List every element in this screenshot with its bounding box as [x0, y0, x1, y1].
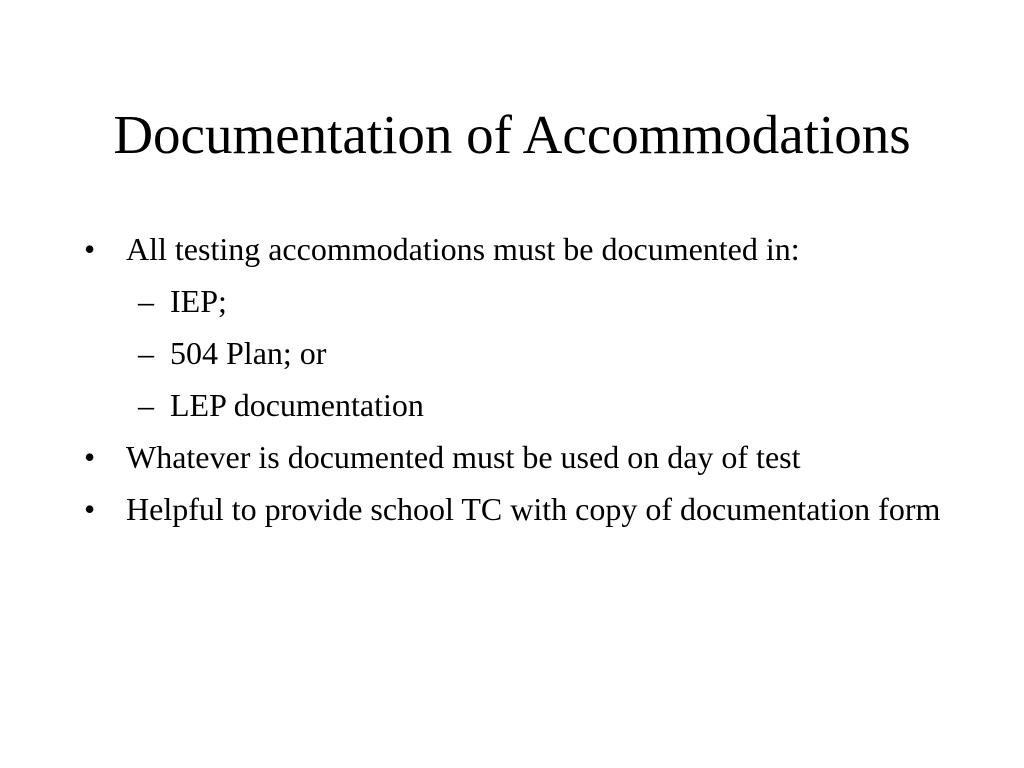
sub-bullet-text: 504 Plan; or [170, 335, 327, 371]
bullet-text: All testing accommodations must be documented in: [126, 231, 800, 267]
dash-marker: – [138, 387, 154, 423]
bullet-item [82, 436, 942, 479]
bullet-text: Whatever is documented must be used on day of test [126, 439, 801, 475]
bullet-item [82, 228, 942, 271]
dash-marker: – [138, 335, 154, 371]
bullet-item [82, 488, 942, 531]
sub-bullet-item [82, 280, 942, 323]
bullet-list [82, 228, 942, 531]
sub-bullet-text: LEP documentation [170, 387, 424, 423]
sub-bullet-text: IEP; [170, 283, 227, 319]
bullet-marker: • [84, 439, 96, 475]
bullet-text: Helpful to provide school TC with copy of documentation form [126, 491, 941, 527]
sub-bullet-item [82, 384, 942, 427]
slide-title: Documentation of Accommodations [113, 104, 911, 165]
bullet-marker: • [84, 231, 96, 267]
bullet-marker: • [84, 491, 96, 527]
sub-bullet-item [82, 332, 942, 375]
dash-marker: – [138, 283, 154, 319]
